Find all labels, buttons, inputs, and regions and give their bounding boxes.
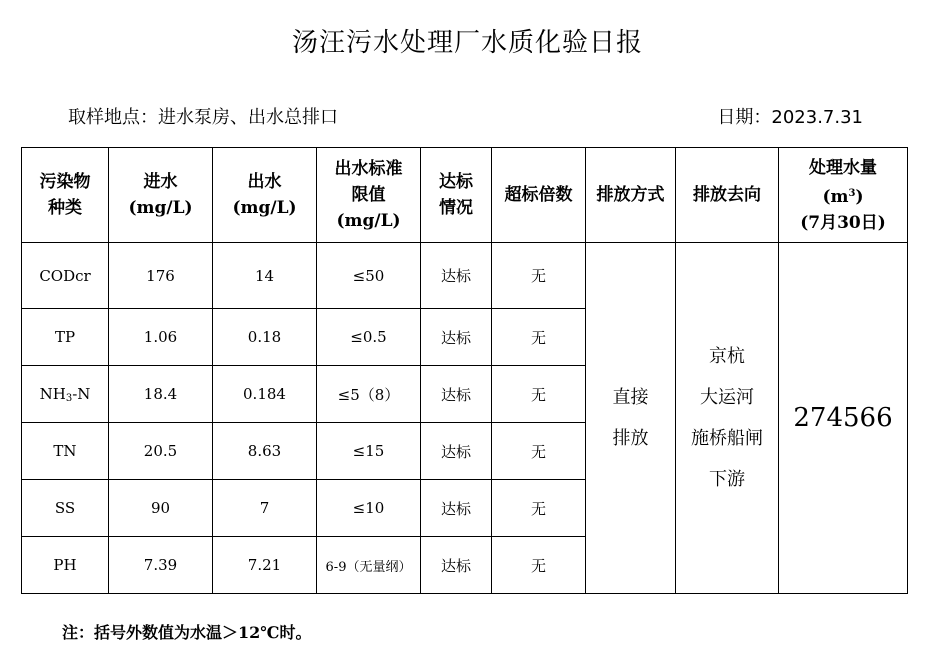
header-pollutant: 污染物 种类 [22, 148, 109, 243]
discharge-mode-cell: 直接 排放 [586, 243, 676, 594]
exceed-value: 无 [492, 243, 586, 309]
pollutant-name: SS [22, 480, 109, 537]
outflow-value: 0.18 [213, 309, 317, 366]
status-value: 达标 [421, 480, 492, 537]
limit-value: ≤10 [317, 480, 421, 537]
status-value: 达标 [421, 243, 492, 309]
limit-value: ≤50 [317, 243, 421, 309]
limit-value: ≤5（8） [317, 366, 421, 423]
header-limit: 出水标准 限值 (mg/L) [317, 148, 421, 243]
pollutant-name: TN [22, 423, 109, 480]
inflow-value: 90 [109, 480, 213, 537]
pollutant-name: CODcr [22, 243, 109, 309]
header-row [22, 148, 908, 243]
limit-value: ≤15 [317, 423, 421, 480]
exceed-value: 无 [492, 480, 586, 537]
report-date: 日期：2023.7.31 [717, 107, 863, 128]
status-value: 达标 [421, 537, 492, 594]
discharge-dest-cell: 京杭 大运河 施桥船闸 下游 [676, 243, 779, 594]
exceed-value: 无 [492, 423, 586, 480]
limit-value: 6-9（无量纲） [317, 537, 421, 594]
pollutant-name: $NH_3-N$ [22, 366, 109, 423]
inflow-value: 18.4 [109, 366, 213, 423]
table-row [22, 243, 908, 309]
header-volume: 处理水量 $(m^3)$ (7月30日) [779, 148, 908, 243]
exceed-value: 无 [492, 309, 586, 366]
treated-volume: 274566 [779, 243, 908, 594]
inflow-value: 20.5 [109, 423, 213, 480]
header-exceed: 超标倍数 [492, 148, 586, 243]
limit-value: ≤0.5 [317, 309, 421, 366]
exceed-value: 无 [492, 366, 586, 423]
sampling-location: 取样地点：进水泵房、出水总排口 [68, 107, 338, 128]
outflow-value: 14 [213, 243, 317, 309]
header-discharge-mode: 排放方式 [586, 148, 676, 243]
water-quality-table [21, 147, 908, 594]
pollutant-name: TP [22, 309, 109, 366]
status-value: 达标 [421, 423, 492, 480]
report-title: 汤汪污水处理厂水质化验日报 [291, 28, 643, 58]
header-outflow: 出水 (mg/L) [213, 148, 317, 243]
status-value: 达标 [421, 366, 492, 423]
outflow-value: 0.184 [213, 366, 317, 423]
outflow-value: 7 [213, 480, 317, 537]
header-inflow: 进水 (mg/L) [109, 148, 213, 243]
header-status: 达标 情况 [421, 148, 492, 243]
outflow-value: 7.21 [213, 537, 317, 594]
pollutant-name: PH [22, 537, 109, 594]
outflow-value: 8.63 [213, 423, 317, 480]
status-value: 达标 [421, 309, 492, 366]
inflow-value: 176 [109, 243, 213, 309]
inflow-value: 7.39 [109, 537, 213, 594]
inflow-value: 1.06 [109, 309, 213, 366]
header-discharge-dest: 排放去向 [676, 148, 779, 243]
footnote: 注：括号外数值为水温＞12℃时。 [62, 623, 312, 642]
exceed-value: 无 [492, 537, 586, 594]
